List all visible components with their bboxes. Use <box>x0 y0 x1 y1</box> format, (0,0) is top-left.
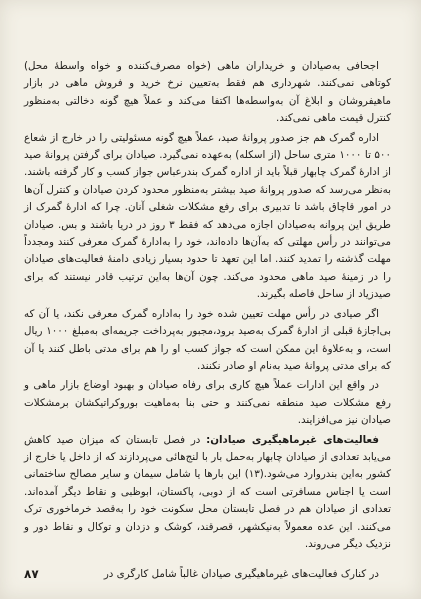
page-footer <box>24 566 391 584</box>
paragraph-1: اجحافی به‌صیادان و خریداران ماهی (خواه مصرف‌کننده و خواه واسطهٔ محل) کوتاهی نمی‌کنند. شهرداری هم فقط به‌تعیین نرخ خرید و فروش ماهی در بازار ماهیفروشان و ابلاغ آن به‌واسطه‌ها اکتفا می‌کند و عملاً هیچ گونه دخالتی به‌منظور کنترل قیمت ماهی نمی‌کند. <box>24 60 391 125</box>
section-heading: فعالیت‌های غیرماهیگیری صیادان: <box>206 433 379 446</box>
continuation-line: در کنارک فعالیت‌های غیرماهیگیری صیادان غالباً شامل کارگری در <box>103 568 379 580</box>
page-number: ۸۷ <box>24 567 39 581</box>
paragraph-3: اگر صیادی در رأس مهلت تعیین شده خود را به‌اداره گمرک معرفی نکند، یا آن که بی‌اجازهٔ قبلی از ادارهٔ گمرک به‌صید برود،مجبور به‌پرداخت جریمه‌ای به‌مبلغ ۱۰۰۰ ریال است، و به‌علاوهٔ این ممکن است که جواز کسب او را هم برای مدتی باطل کنند یا آن که برای مدتی پروانهٔ صید به‌نام او صادر نکنند. <box>24 307 391 372</box>
paragraph-2: اداره گمرک هم جز صدور پروانهٔ صید، عملاً هیچ گونه مسئولیتی را در خارج از شعاع ۵۰۰ تا ۱۰۰۰ متری ساحل (از اسکله) به‌عهده نمی‌گیرد. صیادان برای گرفتن پروانهٔ صید از ادارهٔ گمرک چابهار قبلاً باید از اداره گمرک بندرعباس جواز کسب و کار گرفته باشند. به‌نظر می‌رسد که صدور پروانهٔ صید بیشتر به‌منظور محدود کردن صیادان و کنترل آن‌ها در امور قاچاق باشد تا تدبیری برای رفع مشکلات شغلی آنان. چرا که ادارهٔ گمرک از طریق این پروانه به‌صیادان اجازه می‌دهد که فقط ۳ روز در دریا باشند و بس. صیادان می‌توانند در رأس مهلتی که به‌آن‌ها داده‌اند، خود را به‌ادارهٔ گمرک معرفی کنند ومجدداً مهلت گذشته را تمدید کنند. اما این تعهد تا حدود بسیار زیادی دامنهٔ فعالیت‌های صیادان را در زمینهٔ صید ماهی محدود می‌کند. چون آن‌ها به‌این ترتیب قادر نیستند که برای صیدزیاد از ساحل فاصله بگیرند. <box>24 131 392 301</box>
body-text <box>24 58 391 553</box>
paragraph-4: در واقع این ادارات عملاً هیچ کاری برای رفاه صیادان و بهبود اوضاع بازار ماهی و رفع مشکلات صید منطقه نمی‌کنند و حتی بنا به‌ماهیت بوروکراتیکشان برمشکلات صیادان نیز می‌افزایند. <box>24 379 391 427</box>
paragraph-5: فعالیت‌های غیرماهیگیری صیادان: در فصل تابستان که میزان صید کاهش می‌یابد تعدادی از صیادان چابهار به‌حمل بار با لنج‌هائی می‌پردازند که از داخل یا خارج از کشور به‌این بندروارد می‌شود.(۱۳) این بارها یا شامل سیمان و سایر مصالح ساختمانی است یا اجناس مسافرتی است که از دوبی، پاکستان، ابوظبی و نقاط دیگر آمده‌اند. تعدادی از صیادان هم در فصل تابستان محل سکونت خود را به‌قصد خرماخوری ترک می‌کنند. این عده معمولاً به‌نیکشهر، قصرقند، کوشک و دزدان و توکال و نقاط دور و نزدیک دیگر می‌روند. <box>24 433 392 550</box>
